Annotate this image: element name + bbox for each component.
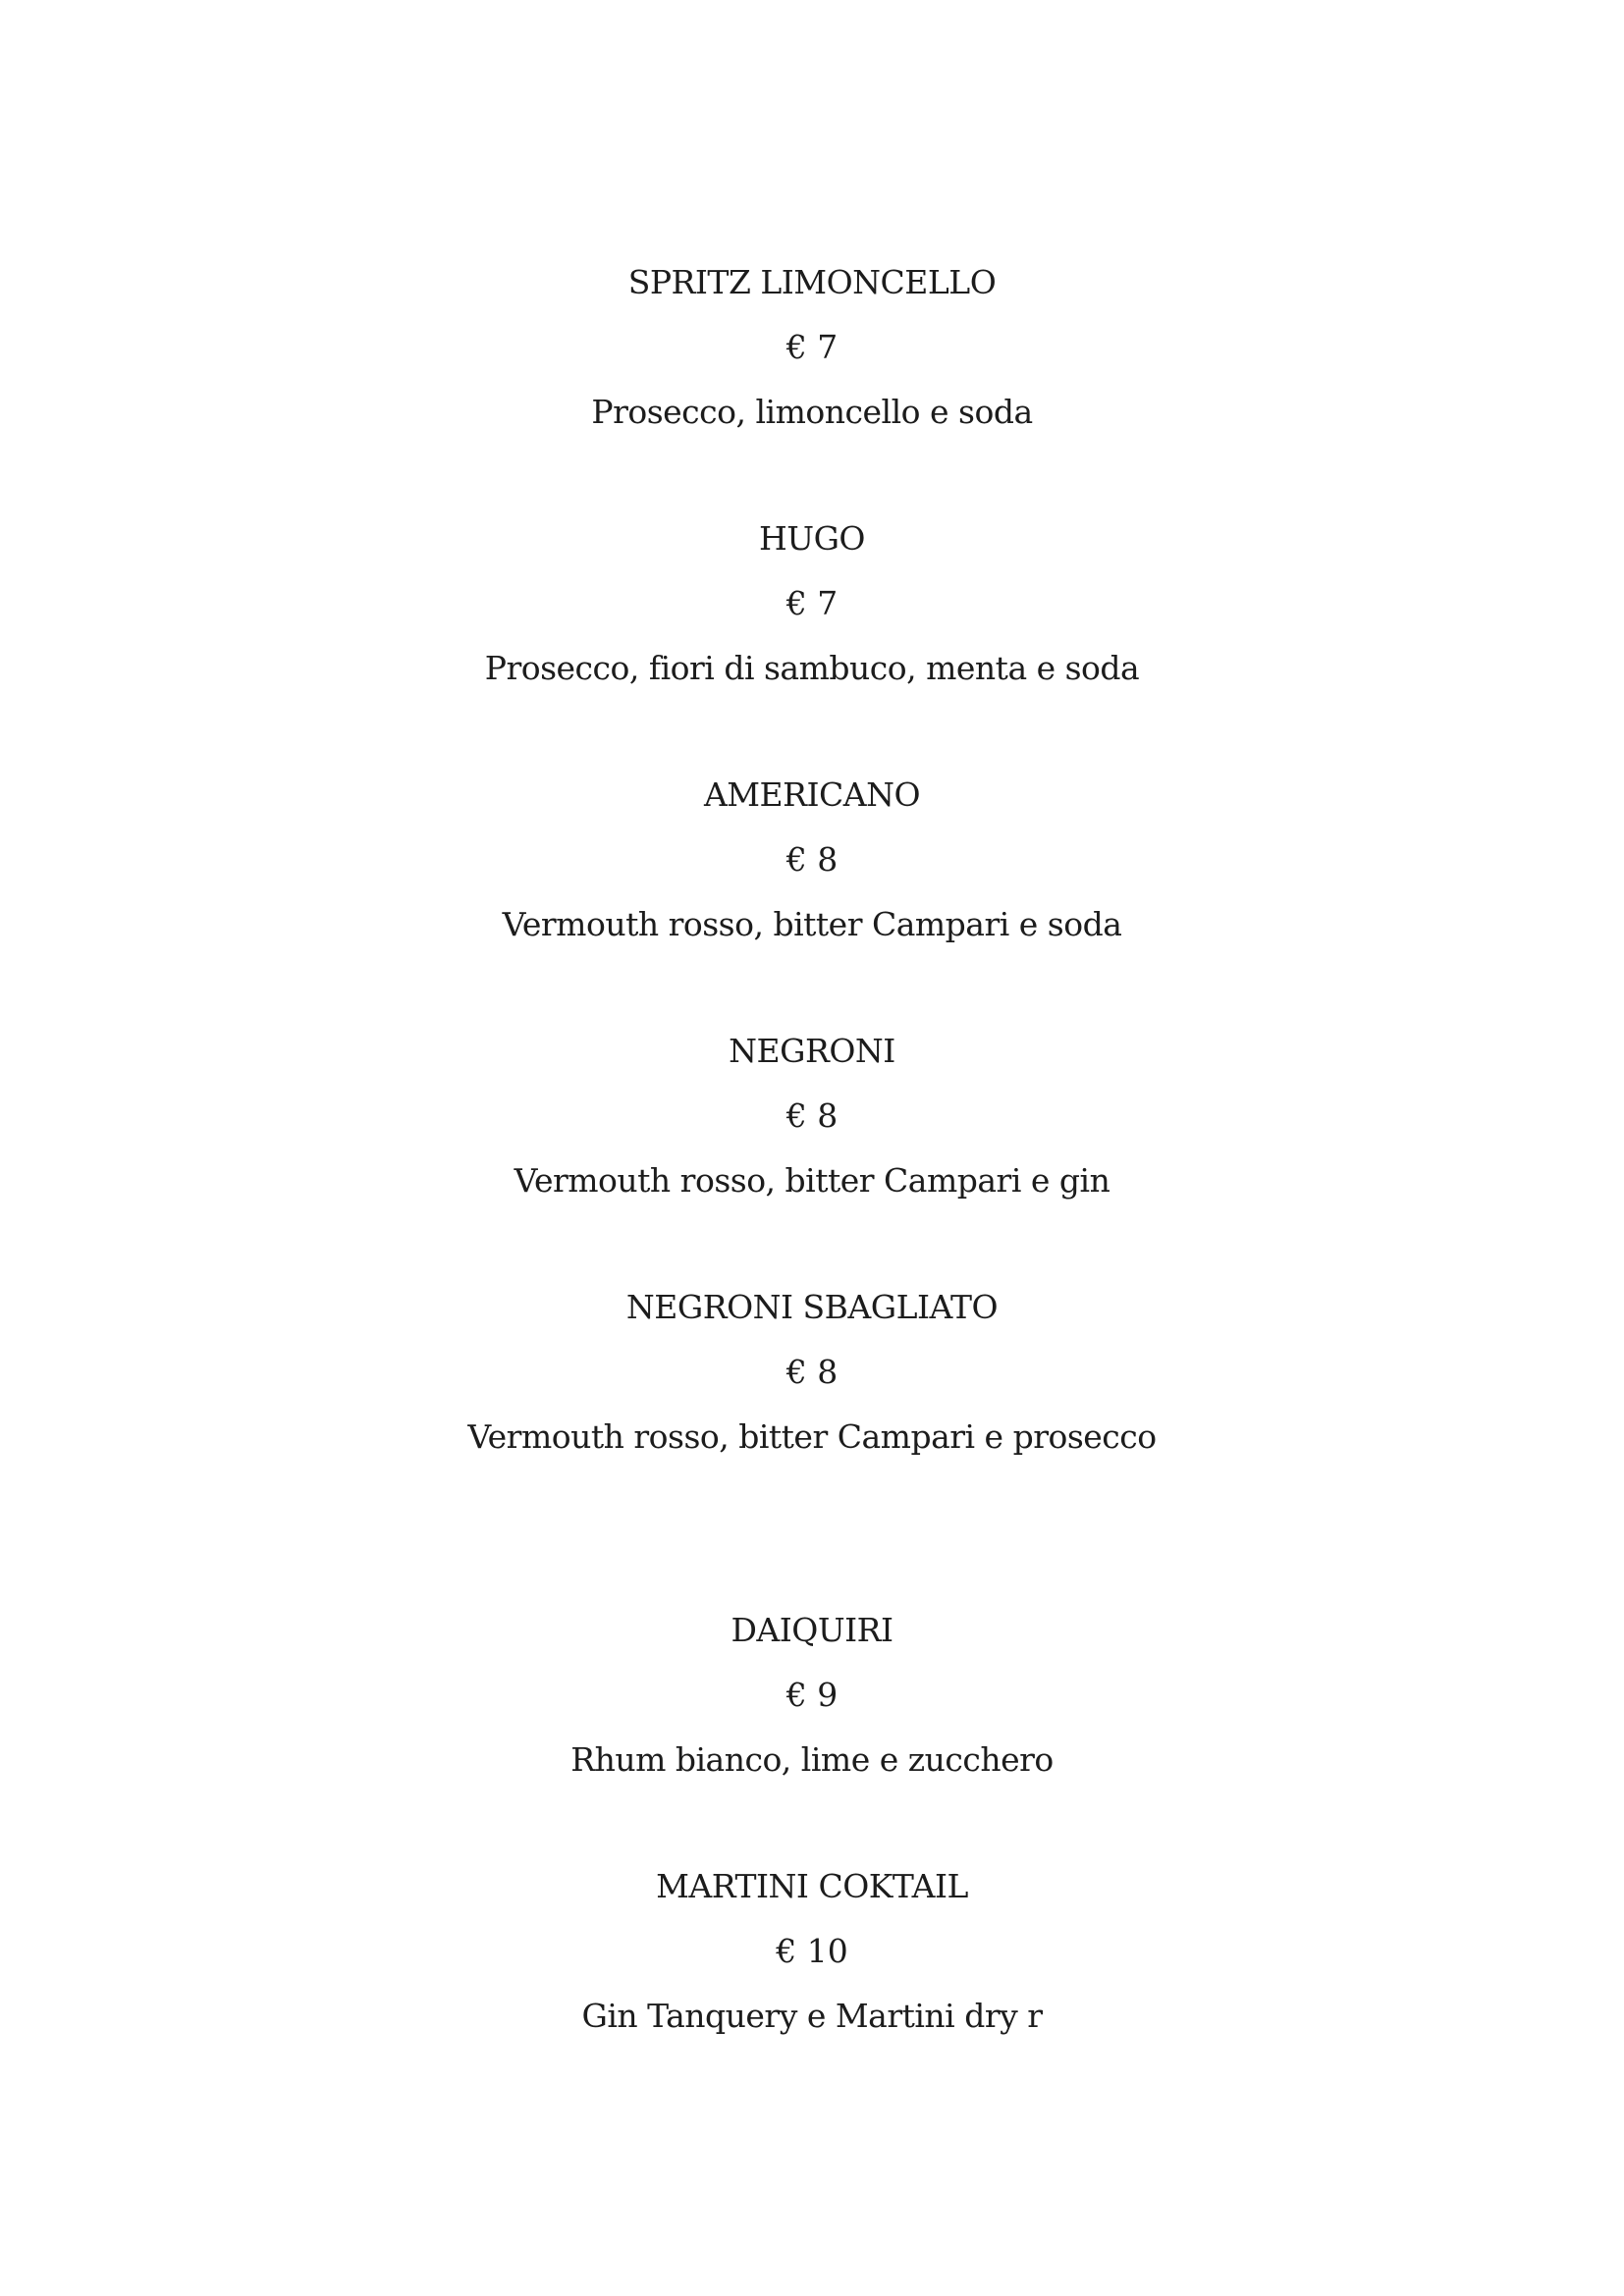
item-description: Rhum bianco, lime e zucchero [570, 1740, 1054, 1779]
item-name: NEGRONI [729, 1032, 895, 1070]
item-price: € 9 [785, 1676, 839, 1714]
item-description: Vermouth rosso, bitter Campari e gin [514, 1161, 1110, 1200]
item-name: NEGRONI SBAGLIATO [625, 1288, 999, 1326]
item-description: Gin Tanquery e Martini dry r [581, 1997, 1043, 2035]
item-description: Prosecco, fiori di sambuco, menta e soda [484, 649, 1140, 687]
item-price: € 8 [785, 840, 839, 879]
item-name: MARTINI COKTAIL [656, 1867, 968, 1905]
item-price: € 8 [785, 1353, 839, 1391]
item-description: Vermouth rosso, bitter Campari e prosecco [467, 1417, 1157, 1456]
item-price: € 7 [785, 328, 839, 366]
item-name: HUGO [758, 519, 865, 558]
item-name: DAIQUIRI [731, 1611, 893, 1649]
item-description: Prosecco, limoncello e soda [591, 393, 1033, 431]
item-name: AMERICANO [703, 775, 921, 814]
item-description: Vermouth rosso, bitter Campari e soda [502, 905, 1122, 943]
item-price: € 10 [776, 1932, 848, 1970]
item-price: € 8 [785, 1096, 839, 1135]
item-price: € 7 [785, 584, 839, 622]
item-name: SPRITZ LIMONCELLO [627, 263, 997, 301]
